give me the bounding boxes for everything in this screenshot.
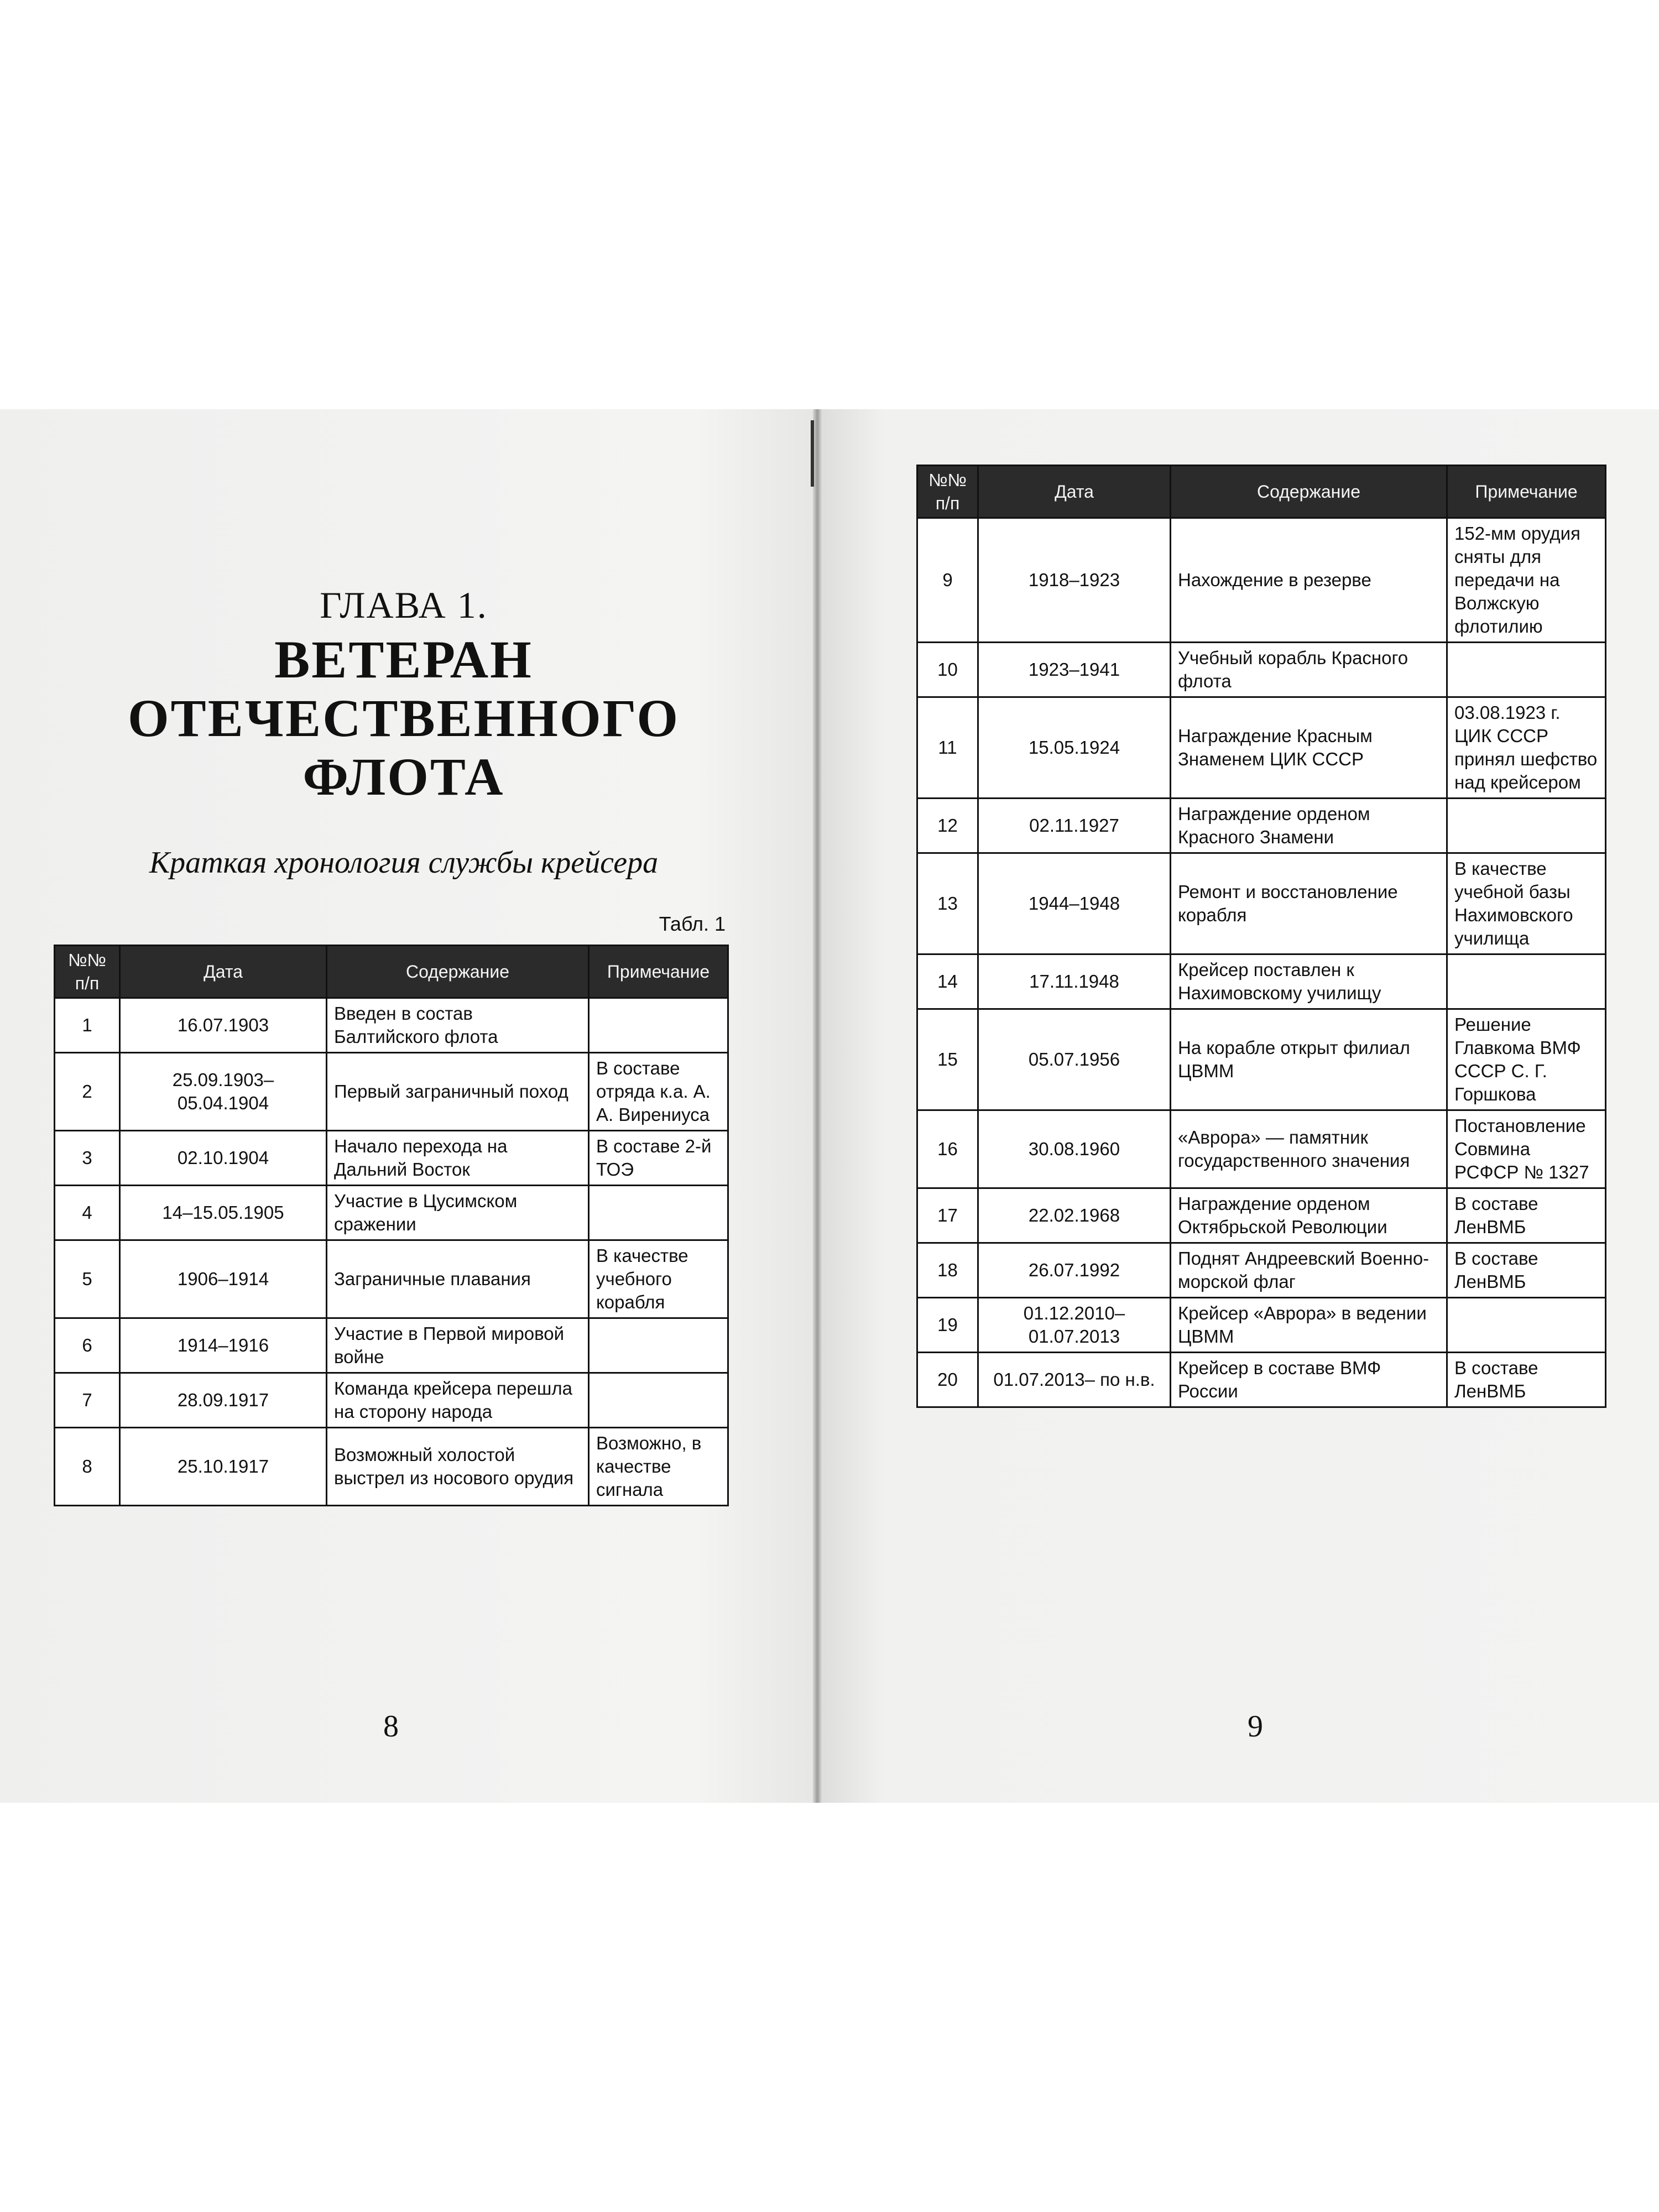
row-content: Первый заграничный поход [327, 1053, 589, 1131]
row-number: 20 [917, 1353, 978, 1407]
row-content: Награждение орденом Октябрьской Революции [1171, 1188, 1447, 1243]
row-date: 25.09.1903–05.04.1904 [120, 1053, 327, 1131]
row-date: 01.12.2010–01.07.2013 [978, 1298, 1171, 1353]
row-note [589, 1318, 728, 1373]
row-note [1447, 643, 1606, 697]
row-content: Крейсер «Аврора» в ведении ЦВММ [1171, 1298, 1447, 1353]
table-row [917, 643, 1606, 697]
row-note: 03.08.1923 г. ЦИК СССР принял шефство над крейсером [1447, 697, 1606, 799]
table-row [55, 998, 728, 1053]
chapter-label: ГЛАВА 1. [320, 584, 488, 626]
row-number: 3 [55, 1131, 120, 1186]
row-note [589, 1186, 728, 1240]
row-number: 1 [55, 998, 120, 1053]
row-date: 05.07.1956 [978, 1009, 1171, 1110]
table-row [55, 1053, 728, 1131]
row-note [1447, 799, 1606, 853]
header-note: Примечание [589, 946, 728, 998]
row-date: 1918–1923 [978, 518, 1171, 643]
row-note: Постановление Совмина РСФСР № 1327 [1447, 1110, 1606, 1188]
table-row [917, 799, 1606, 853]
row-content: Начало перехода на Дальний Восток [327, 1131, 589, 1186]
row-content: Введен в состав Балтийского флота [327, 998, 589, 1053]
row-note: В составе ЛенВМБ [1447, 1353, 1606, 1407]
row-number: 10 [917, 643, 978, 697]
chronology-table-part-1 [54, 945, 729, 1506]
row-date: 22.02.1968 [978, 1188, 1171, 1243]
table-row [55, 1186, 728, 1240]
row-note [589, 998, 728, 1053]
row-date: 1944–1948 [978, 853, 1171, 954]
page-number-right: 9 [1248, 1709, 1263, 1744]
row-content: Команда крейсера перешла на сторону народа [327, 1373, 589, 1428]
row-date: 17.11.1948 [978, 954, 1171, 1009]
row-number: 11 [917, 697, 978, 799]
row-date: 01.07.2013– по н.в. [978, 1353, 1171, 1407]
row-number: 8 [55, 1428, 120, 1506]
table-label: Табл. 1 [659, 912, 726, 935]
row-date: 25.10.1917 [120, 1428, 327, 1506]
row-date: 14–15.05.1905 [120, 1186, 327, 1240]
table-header-row [55, 946, 728, 998]
row-content: Награждение орденом Красного Знамени [1171, 799, 1447, 853]
spine-mark [811, 420, 814, 487]
row-number: 5 [55, 1240, 120, 1318]
row-number: 2 [55, 1053, 120, 1131]
row-number: 15 [917, 1009, 978, 1110]
table-row [917, 518, 1606, 643]
row-note: В составе отряда к.а. А. А. Вирениуса [589, 1053, 728, 1131]
row-content: Крейсер в составе ВМФ России [1171, 1353, 1447, 1407]
row-content: Учебный корабль Красного флота [1171, 643, 1447, 697]
row-number: 18 [917, 1243, 978, 1298]
row-content: Участие в Цусимском сражении [327, 1186, 589, 1240]
row-number: 4 [55, 1186, 120, 1240]
row-content: Крейсер поставлен к Нахимовскому училищу [1171, 954, 1447, 1009]
row-date: 1906–1914 [120, 1240, 327, 1318]
row-note: В качестве учебного корабля [589, 1240, 728, 1318]
row-number: 7 [55, 1373, 120, 1428]
row-date: 1914–1916 [120, 1318, 327, 1373]
row-number: 17 [917, 1188, 978, 1243]
row-date: 26.07.1992 [978, 1243, 1171, 1298]
row-date: 16.07.1903 [120, 998, 327, 1053]
table-row [917, 1298, 1606, 1353]
row-content: Возможный холостой выстрел из носового орудия [327, 1428, 589, 1506]
chronology-table-part-2 [916, 465, 1606, 1408]
table-row [55, 1240, 728, 1318]
row-note: В составе 2-й ТОЭ [589, 1131, 728, 1186]
row-content: Нахождение в резерве [1171, 518, 1447, 643]
row-note [1447, 954, 1606, 1009]
table-row [917, 1009, 1606, 1110]
row-date: 30.08.1960 [978, 1110, 1171, 1188]
row-content: Участие в Первой мировой войне [327, 1318, 589, 1373]
chapter-title-line: ОТЕЧЕСТВЕННОГО [127, 688, 680, 748]
row-number: 12 [917, 799, 978, 853]
row-date: 15.05.1924 [978, 697, 1171, 799]
chronology-subtitle: Краткая хронология службы крейсера [149, 846, 659, 880]
chapter-title-line: ВЕТЕРАН [274, 630, 533, 689]
header-num: №№ п/п [917, 466, 978, 518]
row-date: 1923–1941 [978, 643, 1171, 697]
row-number: 16 [917, 1110, 978, 1188]
table-row [55, 1318, 728, 1373]
row-content: Ремонт и восстановление корабля [1171, 853, 1447, 954]
row-number: 14 [917, 954, 978, 1009]
header-num: №№ п/п [55, 946, 120, 998]
row-note: В составе ЛенВМБ [1447, 1243, 1606, 1298]
row-date: 28.09.1917 [120, 1373, 327, 1428]
row-content: Награждение Красным Знаменем ЦИК СССР [1171, 697, 1447, 799]
row-note: Решение Главкома ВМФ СССР С. Г. Горшкова [1447, 1009, 1606, 1110]
row-note: В составе ЛенВМБ [1447, 1188, 1606, 1243]
row-content: Поднят Андреевский Военно-морской флаг [1171, 1243, 1447, 1298]
book-gutter [813, 409, 822, 1803]
row-note: В качестве учебной базы Нахимовского училища [1447, 853, 1606, 954]
table-header-row [917, 466, 1606, 518]
row-number: 9 [917, 518, 978, 643]
row-note: 152-мм орудия сняты для передачи на Волжскую флотилию [1447, 518, 1606, 643]
table-row [917, 1353, 1606, 1407]
table-row [917, 954, 1606, 1009]
header-note: Примечание [1447, 466, 1606, 518]
row-number: 13 [917, 853, 978, 954]
header-content: Содержание [327, 946, 589, 998]
chapter-title-line: ФЛОТА [302, 747, 505, 806]
table-row [55, 1131, 728, 1186]
table-row [917, 697, 1606, 799]
header-date: Дата [120, 946, 327, 998]
header-date: Дата [978, 466, 1171, 518]
chapter-title [55, 630, 752, 806]
table-row [917, 1188, 1606, 1243]
row-note [1447, 1298, 1606, 1353]
table-row [917, 1110, 1606, 1188]
row-date: 02.10.1904 [120, 1131, 327, 1186]
row-number: 19 [917, 1298, 978, 1353]
table-row [917, 1243, 1606, 1298]
row-note: Возможно, в качестве сигнала [589, 1428, 728, 1506]
header-content: Содержание [1171, 466, 1447, 518]
page-number-left: 8 [383, 1709, 399, 1744]
row-note [589, 1373, 728, 1428]
row-content: «Аврора» — памятник государственного значения [1171, 1110, 1447, 1188]
row-number: 6 [55, 1318, 120, 1373]
row-content: Заграничные плавания [327, 1240, 589, 1318]
table-row [55, 1428, 728, 1506]
row-content: На корабле открыт филиал ЦВММ [1171, 1009, 1447, 1110]
table-row [917, 853, 1606, 954]
row-date: 02.11.1927 [978, 799, 1171, 853]
table-row [55, 1373, 728, 1428]
